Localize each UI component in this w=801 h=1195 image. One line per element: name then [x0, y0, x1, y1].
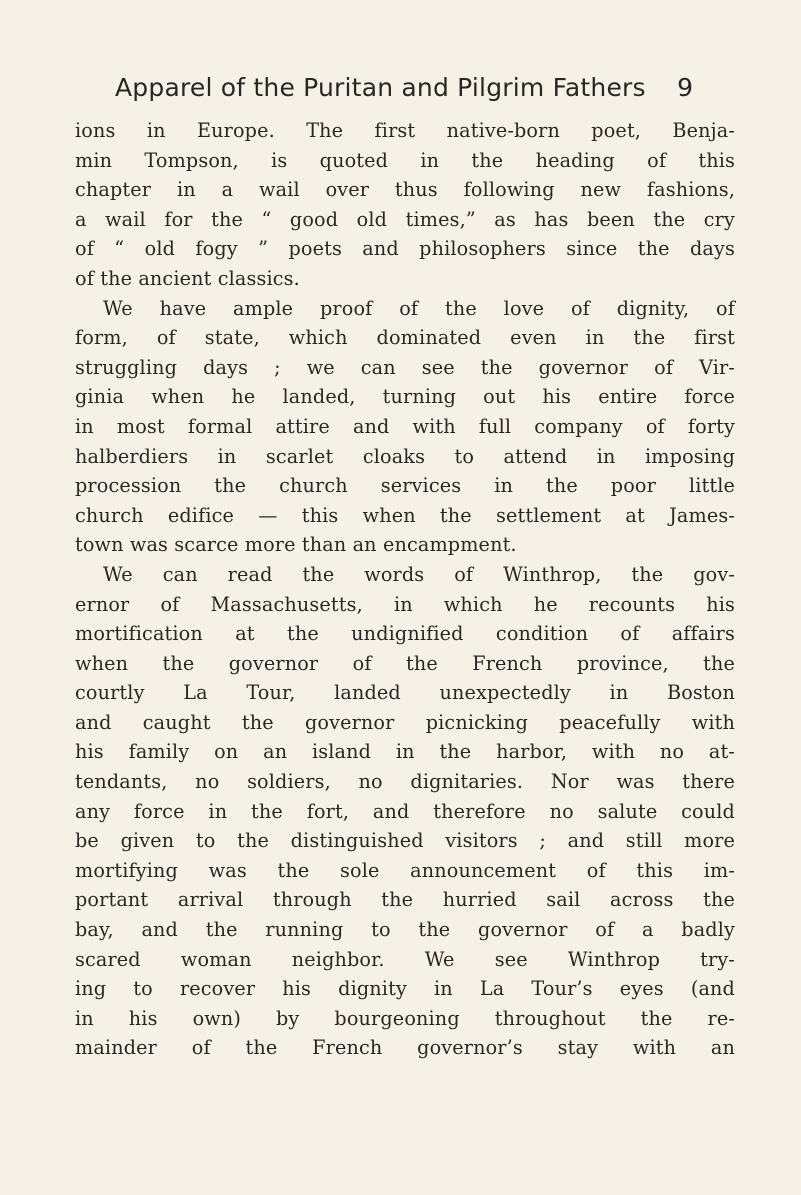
text-line-13: procession the church services in the poor little: [75, 474, 735, 498]
text-line-20: courtly La Tour, landed unexpectedly in Boston: [75, 681, 735, 705]
text-line-21: and caught the governor picnicking peacefully with: [75, 710, 735, 734]
text-line-19: when the governor of the French province, the: [75, 651, 735, 675]
text-line-29: scared woman neighbor. We see Winthrop try-: [75, 947, 735, 971]
text-line-18: mortification at the undignified condition of affairs: [75, 622, 735, 646]
text-line-7: We have ample proof of the love of dignity, of: [103, 296, 735, 320]
text-line-32: mainder of the French governor’s stay with an: [75, 1036, 735, 1060]
page-number: 9: [677, 73, 693, 102]
text-line-26: mortifying was the sole announcement of this im-: [75, 858, 735, 882]
text-line-5: of “ old fogy ” poets and philosophers since the days: [75, 237, 735, 261]
text-line-30: ing to recover his dignity in La Tour’s eyes (and: [75, 977, 735, 1001]
text-line-14: church edifice — this when the settlement at James-: [75, 503, 735, 527]
text-line-31: in his own) by bourgeoning throughout the re-: [75, 1006, 735, 1030]
text-line-10: ginia when he landed, turning out his entire force: [75, 385, 735, 409]
text-line-24: any force in the fort, and therefore no salute could: [75, 799, 735, 823]
text-line-11: in most formal attire and with full company of forty: [75, 414, 735, 438]
text-line-8: form, of state, which dominated even in the first: [75, 326, 735, 350]
text-line-22: his family on an island in the harbor, with no at-: [75, 740, 735, 764]
text-line-1: ions in Europe. The first native-born poet, Benja-: [75, 119, 735, 142]
running-header: [115, 70, 693, 106]
text-line-23: tendants, no soldiers, no dignitaries. Nor was there: [75, 770, 735, 794]
body-text: [75, 116, 735, 1063]
text-line-17: ernor of Massachusetts, in which he recounts his: [75, 592, 735, 616]
text-line-27: portant arrival through the hurried sail across the: [75, 888, 735, 912]
text-line-4: a wail for the “ good old times,” as has been the cry: [75, 207, 735, 231]
text-line-12: halberdiers in scarlet cloaks to attend in imposing: [75, 444, 735, 468]
text-line-25: be given to the distinguished visitors ; and still more: [75, 829, 735, 853]
running-title: Apparel of the Puritan and Pilgrim Fathers: [115, 73, 646, 102]
text-line-15: town was scarce more than an encampment.: [75, 533, 517, 557]
text-line-16: We can read the words of Winthrop, the gov-: [103, 562, 735, 586]
text-line-6: of the ancient classics.: [75, 266, 300, 290]
text-line-2: min Tompson, is quoted in the heading of this: [75, 148, 735, 172]
text-line-3: chapter in a wail over thus following new fashions,: [75, 178, 735, 202]
text-line-9: struggling days ; we can see the governor of Vir-: [75, 355, 735, 379]
text-line-28: bay, and the running to the governor of a badly: [75, 918, 735, 942]
